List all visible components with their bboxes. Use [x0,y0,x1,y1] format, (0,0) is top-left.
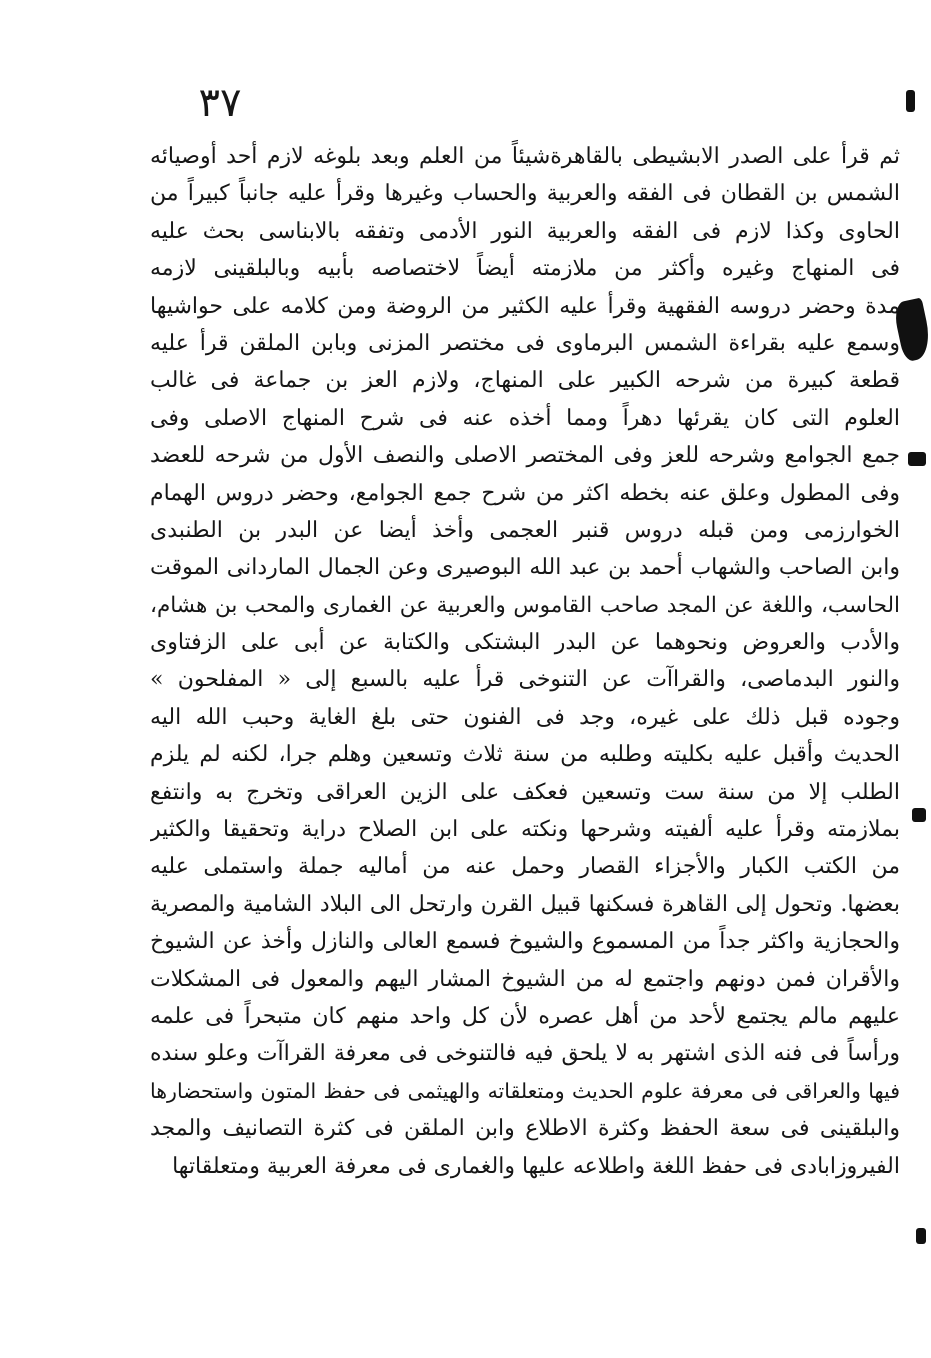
margin-ink-mark [916,1228,926,1244]
text-line: فى المنهاج وغيره وأكثر من ملازمته أيضاً لاختصاصه بأبيه وبالبلقينى لازمه [150,256,900,282]
text-line: العلوم التى كان يقرئها دهراً ومما أخذه عنه فى شرح المنهاج الاصلى وفى [150,405,900,431]
text-line: بعضها. وتحول إلى القاهرة فسكنها قبيل القرن وارتحل الى البلاد الشامية والمصرية [150,891,900,917]
text-line: قطعة كبيرة من شرحه الكبير على المنهاج، ولازم العز بن جماعة فى غالب [150,368,900,394]
text-line: فيها والعراقى فى معرفة علوم الحديث ومتعلقاته والهيثمى فى حفظ المتون واستحضارها [150,1078,900,1103]
text-line: عليهم مالم يجتمع لأحد من أهل عصره لأن كل واحد منهم كان متبحراً فى علمه [150,1003,900,1029]
text-line: والبلقينى فى سعة الحفظ وكثرة الاطلاع وابن الملقن فى كثرة التصانيف والمجد [150,1116,900,1142]
text-line: وفى المطول وعلق عنه بخطه اكثر من شرح جمع الجوامع، وحضر دروس الهمام [150,480,900,506]
page-number: ٣٧ [198,80,242,126]
text-line: والنور البدماصى، والقراآت عن التنوخى قرأ عليه بالسبع إلى « المفلحون » [150,667,900,693]
margin-ink-mark [912,808,926,822]
text-line: جمع الجوامع وشرحه للعز وفى المختصر الاصلى والنصف الأول من شرحه للعضد [150,443,900,469]
text-line: ورأساً فى فنه الذى اشتهر به لا يلحق فيه فالتنوخى فى معرفة القراآت وعلو سنده [150,1041,900,1067]
text-line: الشمس بن القطان فى الفقه والعربية والحساب وغيرها وقرأ عليه جانباً كبيراً من [150,181,900,207]
text-line: مدة وحضر دروسه الفقهية وقرأ عليه الكثير من الروضة ومن كلامه على حواشيها [150,293,900,319]
text-line: الحاوى وكذا لازم فى الفقه والعربية النور الأدمى وتفقه بالابناسى بحث عليه [150,218,900,244]
text-line: الحديث وأقبل عليه بكليته وطلبه من سنة ثلاث وتسعين وهلم جرا، لكنه لم يلزم [150,742,900,768]
text-line: والحجازية واكثر جداً من المسموع والشيوخ فسمع العالى والنازل وأخذ عن الشيوخ [150,929,900,955]
text-line: وابن الصاحب والشهاب أحمد بن عبد الله البوصيرى وعن الجمال الماردانى الموقت [150,555,900,581]
text-line: والأقران فمن دونهم واجتمع له من الشيوخ المشار اليهم والمعول فى المشكلات [150,966,900,992]
text-line: ثم قرأ على الصدر الابشيطى بالقاهرةشيئاً من العلم وبعد بلوغه لازم أحد أوصيائه [150,144,900,169]
text-line: من الكتب الكبار والأجزاء القصار وحمل عنه من أماليه جملة واستملى عليه [150,854,900,880]
text-line: الخوارزمى ومن قبله دروس قنبر العجمى وأخذ أيضا عن البدر بن الطنبدى [150,517,900,543]
text-line: بملازمته وقرأ عليه ألفيته وشرحها ونكته على ابن الصلاح دراية وتحقيقا والكثير [150,817,900,843]
text-line: الطلب إلا من سنة ست وتسعين فعكف على الزين العراقى وتخرج به وانتفع [150,779,900,805]
text-line: الحاسب، واللغة عن المجد صاحب القاموس والعربية عن الغمارى والمحب بن هشام، [150,592,900,618]
text-line: وجوده قبل ذلك على غيره، وجد فى الفنون حتى بلغ الغاية وحبب الله اليه [150,704,900,730]
margin-ink-mark [908,452,926,466]
body-text [150,138,900,1185]
margin-ink-mark [906,90,915,112]
text-line: الفيروزابادى فى حفظ اللغة واطلاعه عليها والغمارى فى معرفة العربية ومتعلقاتها [172,1153,900,1179]
text-line: والأدب والعروض ونحوهما عن البدر البشتكى والكتابة عن أبى على الزفتاوى [150,630,900,656]
text-line: وسمع عليه بقراءة الشمس البرماوى فى مختصر المزنى وبابن الملقن قرأ عليه [150,330,900,356]
